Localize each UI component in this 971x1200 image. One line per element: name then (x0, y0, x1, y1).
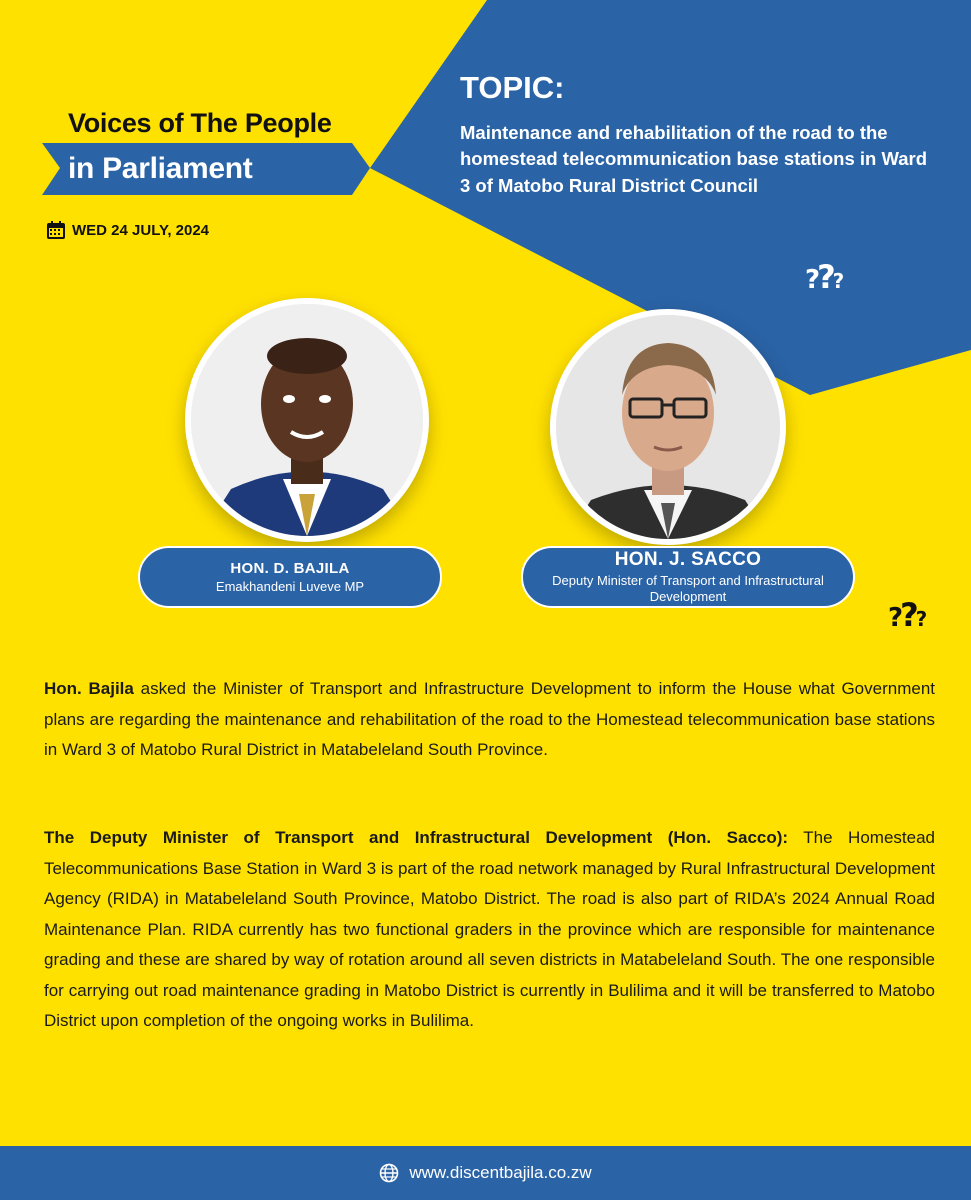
avatar-bajila (185, 298, 429, 542)
speaker-name: HON. D. BAJILA (230, 559, 350, 577)
brand-title-line1: Voices of The People (68, 108, 332, 138)
speaker-role: Deputy Minister of Transport and Infrastructural Development (552, 573, 824, 604)
speaker-card-bajila (138, 546, 442, 608)
topic-text: Maintenance and rehabilitation of the road to the homestead telecommunication base stations in Ward 3 of Matobo Rural District Council (460, 122, 928, 196)
brand-title-line2: in Parliament (68, 152, 253, 185)
avatar-sacco (550, 309, 786, 545)
footer-url-link[interactable]: www.discentbajila.co.zw (409, 1163, 592, 1182)
answer-text: The Homestead Telecommunications Base Station in Ward 3 is part of the road network managed by Rural Infrastructural Development Agency (RIDA) in Matabeleland South Province, Matobo District. The road is also part of RIDA’s 2024 Annual Road Maintenance Plan. RIDA currently has two functional graders in the province which are responsible for maintenance grading and these are shared by way of rotation around all seven districts in Matabeleland South. The one responsible for carrying out road maintenance grading in Matobo District is currently in Bulilima and it will be transferred to Matobo District upon completion of the ongoing works in Bulilima. (44, 828, 935, 1030)
question-paragraph (44, 674, 935, 766)
date-row (46, 220, 209, 240)
question-marks-icon: ??? (888, 596, 925, 634)
question-lead: Hon. Bajila (44, 679, 134, 698)
answer-lead: The Deputy Minister of Transport and Infrastructural Development (Hon. Sacco): (44, 828, 789, 847)
globe-icon (379, 1163, 399, 1183)
speaker-name: HON. J. SACCO (614, 549, 762, 571)
footer (0, 1146, 971, 1200)
calendar-icon (46, 220, 66, 240)
portrait-bajila-image (191, 304, 423, 536)
topic-title: TOPIC: (460, 70, 565, 105)
speaker-card-sacco (521, 546, 855, 608)
speaker-role: Emakhandeni Luveve MP (215, 578, 365, 594)
question-text: asked the Minister of Transport and Infrastructure Development to inform the House what Government plans are regarding the maintenance and rehabilitation of the road to the Homestead telecommunication base stations in Ward 3 of Matobo Rural District in Matabeleland South Province. (44, 679, 935, 759)
question-marks-icon: ??? (805, 258, 842, 296)
date-text: WED 24 JULY, 2024 (72, 221, 210, 239)
portrait-sacco-image (556, 315, 780, 539)
answer-paragraph (44, 823, 935, 1037)
